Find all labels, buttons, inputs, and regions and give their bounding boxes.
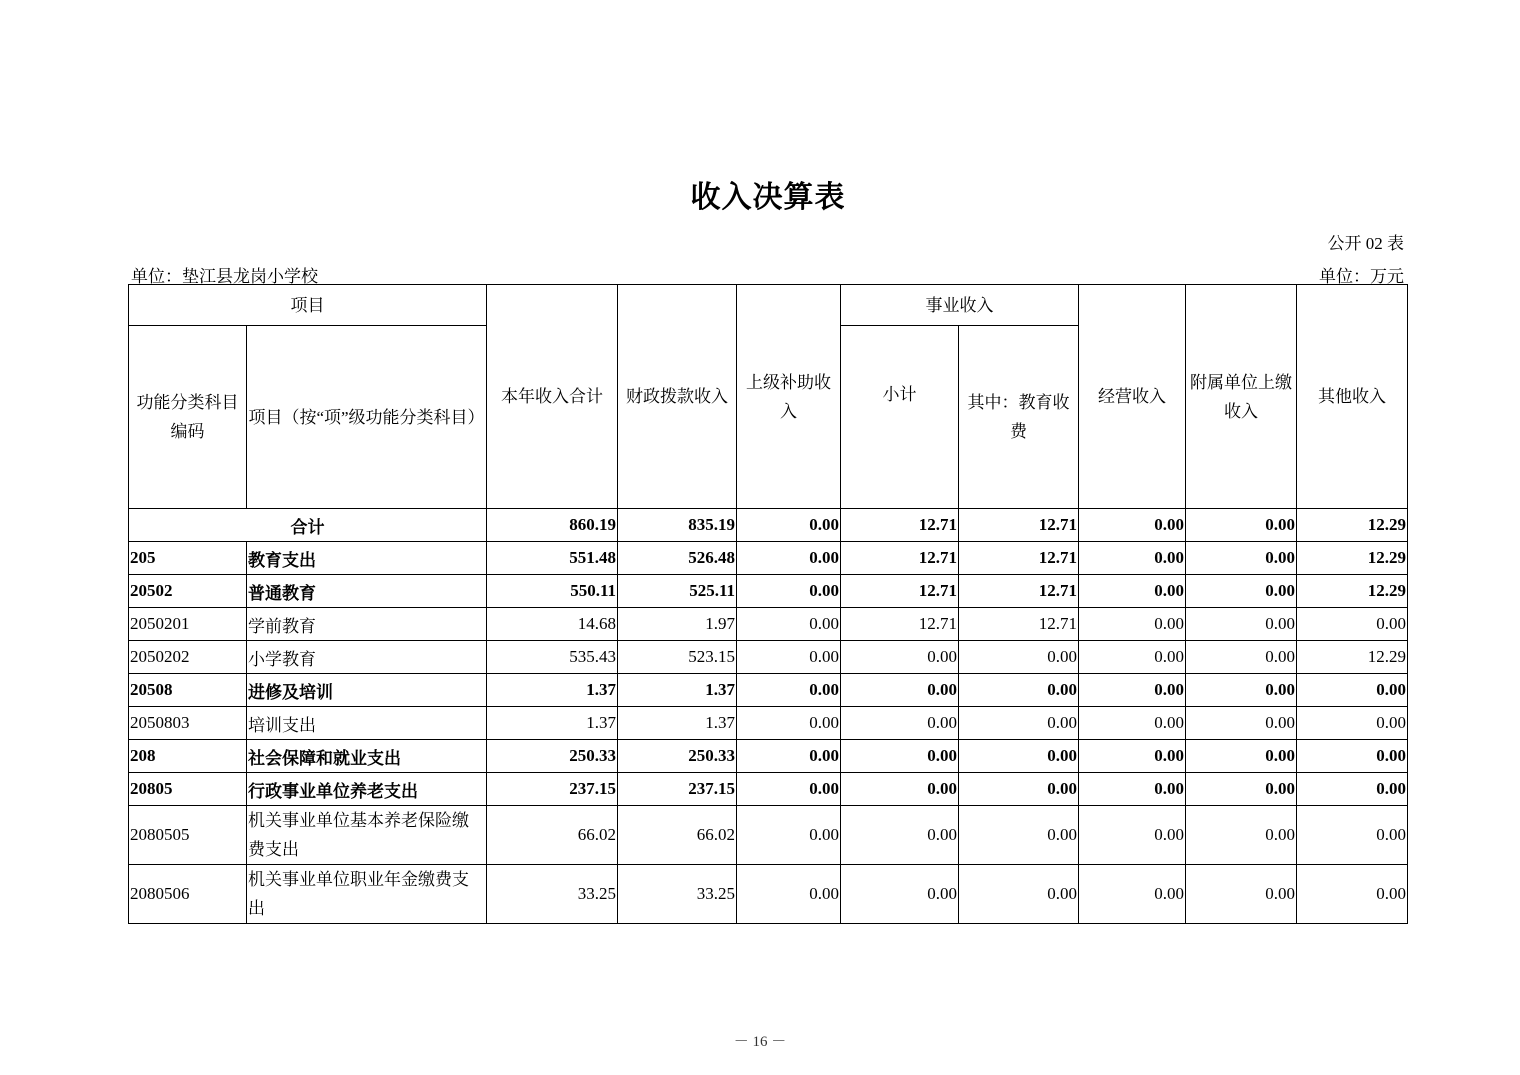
page-number: － 16 － [733,1034,787,1050]
row-value: 0.00 [841,740,959,773]
header-total: 本年收入合计 [487,285,618,509]
row-value: 0.00 [737,773,841,806]
row-value: 526.48 [618,542,737,575]
table-row [129,740,1408,773]
row-value: 0.00 [1297,674,1408,707]
row-value: 33.25 [487,865,618,924]
row-value: 0.00 [737,542,841,575]
row-value: 0.00 [1297,608,1408,641]
table-row [129,806,1408,865]
row-value: 0.00 [1079,674,1186,707]
row-value: 551.48 [487,542,618,575]
row-value: 0.00 [1079,740,1186,773]
row-value: 0.00 [737,707,841,740]
income-table [128,284,1408,924]
row-value: 0.00 [959,773,1079,806]
row-value: 33.25 [618,865,737,924]
row-value: 0.00 [841,674,959,707]
total-row [129,509,1408,542]
row-value: 12.71 [841,608,959,641]
table-body [129,509,1408,924]
row-code: 20502 [129,575,247,608]
row-code: 2080506 [129,865,247,924]
form-number: 公开 02 表 [1327,234,1404,253]
row-code: 2080505 [129,806,247,865]
header-code: 功能分类科目编码 [129,326,247,509]
row-value: 0.00 [737,865,841,924]
row-value: 0.00 [737,740,841,773]
row-value: 0.00 [737,608,841,641]
row-value: 0.00 [1186,773,1297,806]
row-value: 0.00 [959,674,1079,707]
row-value: 0.00 [959,641,1079,674]
table-row [129,707,1408,740]
row-value: 12.29 [1297,641,1408,674]
total-cell: 0.00 [1186,509,1297,542]
row-value: 0.00 [1297,707,1408,740]
table-row [129,575,1408,608]
row-value: 0.00 [737,674,841,707]
total-cell: 12.71 [959,509,1079,542]
row-value: 0.00 [737,641,841,674]
row-value: 1.97 [618,608,737,641]
table-row [129,542,1408,575]
row-name: 学前教育 [247,608,487,641]
row-code: 20508 [129,674,247,707]
header-edu-fee: 其中：教育收费 [959,326,1079,509]
header-other: 其他收入 [1297,285,1408,509]
row-value: 0.00 [1186,575,1297,608]
row-value: 535.43 [487,641,618,674]
row-value: 0.00 [1297,806,1408,865]
table-row [129,865,1408,924]
row-value: 0.00 [959,865,1079,924]
row-name: 机关事业单位职业年金缴费支出 [247,865,487,924]
row-value: 250.33 [487,740,618,773]
reporting-unit: 单位：垫江县龙岗小学校 [131,267,318,286]
row-value: 1.37 [618,674,737,707]
row-value: 0.00 [1079,608,1186,641]
row-code: 208 [129,740,247,773]
row-name: 行政事业单位养老支出 [247,773,487,806]
row-value: 1.37 [487,707,618,740]
header-affiliated: 附属单位上缴收入 [1186,285,1297,509]
row-value: 12.29 [1297,575,1408,608]
row-value: 523.15 [618,641,737,674]
header-operating: 经营收入 [1079,285,1186,509]
row-value: 0.00 [1079,806,1186,865]
row-value: 0.00 [1186,542,1297,575]
row-value: 237.15 [487,773,618,806]
row-name: 社会保障和就业支出 [247,740,487,773]
row-value: 0.00 [737,575,841,608]
table-row [129,608,1408,641]
row-value: 0.00 [1297,740,1408,773]
row-value: 0.00 [1186,806,1297,865]
row-value: 0.00 [959,707,1079,740]
row-value: 12.71 [841,575,959,608]
row-value: 0.00 [959,806,1079,865]
row-code: 205 [129,542,247,575]
row-name: 进修及培训 [247,674,487,707]
row-value: 1.37 [487,674,618,707]
total-cell: 860.19 [487,509,618,542]
header-superior: 上级补助收入 [737,285,841,509]
row-value: 237.15 [618,773,737,806]
row-value: 0.00 [1186,707,1297,740]
row-value: 66.02 [618,806,737,865]
row-value: 12.71 [959,575,1079,608]
row-code: 2050803 [129,707,247,740]
row-value: 0.00 [1186,865,1297,924]
total-cell: 12.71 [841,509,959,542]
page-title: 收入决算表 [690,181,846,214]
row-value: 0.00 [1186,641,1297,674]
row-value: 0.00 [1186,674,1297,707]
row-value: 0.00 [841,773,959,806]
table-row [129,641,1408,674]
row-value: 66.02 [487,806,618,865]
header-name: 项目（按“项”级功能分类科目） [247,326,487,509]
row-value: 12.71 [841,542,959,575]
row-value: 250.33 [618,740,737,773]
row-value: 1.37 [618,707,737,740]
row-value: 0.00 [1079,641,1186,674]
row-value: 0.00 [841,641,959,674]
row-value: 12.71 [959,542,1079,575]
row-name: 培训支出 [247,707,487,740]
header-subtotal: 小计 [841,326,959,509]
header-row-1 [129,285,1408,326]
row-name: 小学教育 [247,641,487,674]
row-code: 20805 [129,773,247,806]
row-value: 0.00 [737,806,841,865]
row-value: 525.11 [618,575,737,608]
row-value: 0.00 [841,806,959,865]
row-name: 机关事业单位基本养老保险缴费支出 [247,806,487,865]
total-label: 合计 [129,509,487,542]
table-row [129,773,1408,806]
row-value: 14.68 [487,608,618,641]
currency-unit: 单位：万元 [1319,267,1404,286]
row-value: 0.00 [1297,773,1408,806]
row-value: 12.29 [1297,542,1408,575]
row-code: 2050202 [129,641,247,674]
row-value: 0.00 [959,740,1079,773]
row-value: 0.00 [1079,865,1186,924]
row-value: 0.00 [1186,608,1297,641]
total-cell: 0.00 [737,509,841,542]
row-name: 普通教育 [247,575,487,608]
row-value: 0.00 [1079,542,1186,575]
row-value: 0.00 [841,707,959,740]
row-value: 0.00 [1079,707,1186,740]
row-value: 0.00 [841,865,959,924]
header-fiscal: 财政拨款收入 [618,285,737,509]
row-value: 0.00 [1297,865,1408,924]
row-name: 教育支出 [247,542,487,575]
table-row [129,674,1408,707]
row-value: 0.00 [1186,740,1297,773]
row-value: 0.00 [1079,575,1186,608]
total-cell: 835.19 [618,509,737,542]
total-cell: 12.29 [1297,509,1408,542]
row-value: 0.00 [1079,773,1186,806]
row-value: 12.71 [959,608,1079,641]
row-value: 550.11 [487,575,618,608]
row-code: 2050201 [129,608,247,641]
total-cell: 0.00 [1079,509,1186,542]
header-business: 事业收入 [841,285,1079,326]
header-project: 项目 [129,285,487,326]
